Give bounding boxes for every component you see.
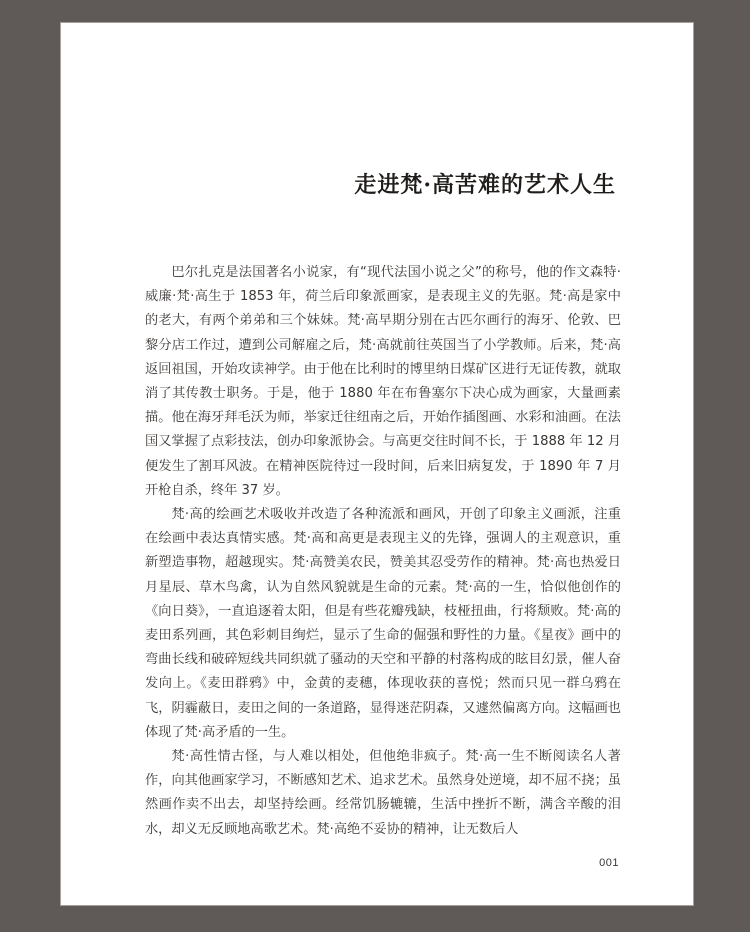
paragraph: 巴尔扎克是法国著名小说家，有“现代法国小说之父”的称号，他的作文森特·威廉·梵·高生于 1853 年，荷兰后印象派画家，是表现主义的先驱。梵·高是家中的老大，有两个弟弟和三个妹妹。梵·高早期分别在古匹尔画行的海牙、伦敦、巴黎分店工作过，遭到公司解雇之后，梵·高就前往英国当了小学教师。后来，梵·高返回祖国，开始攻读神学。由于他在比利时的博里纳日煤矿区进行无证传教，就取消了其传教士职务。于是，他于 1880 年在布鲁塞尔下决心成为画家，大量画素描。他在海牙拜毛沃为师，举家迁往纽南之后，开始作插图画、水彩和油画。在法国又掌握了点彩技法，创办印象派协会。与高更交往时间不长，于 1888 年 12 月便发生了割耳风波。在精神医院待过一段时间，后来旧病复发，于 1890 年 7 月开枪自杀，终年 37 岁。 [145,265,621,498]
paragraph: 梵·高的绘画艺术吸收并改造了各种流派和画风，开创了印象主义画派，注重在绘画中表达真情实感。梵·高和高更是表现主义的先锋，强调人的主观意识，重新塑造事物，超越现实。梵·高赞美农民，赞美其忍受劳作的精神。梵·高也热爱日月星辰、草木鸟禽，认为自然风貌就是生命的元素。梵·高的一生，恰似他创作的《向日葵》，一直追逐着太阳，但是有些花瓣残缺，枝桠扭曲，行将颓败。梵·高的麦田系列画，其色彩刺目绚烂，显示了生命的倔强和野性的力量。《星夜》画中的弯曲长线和破碎短线共同织就了骚动的天空和平静的村落构成的眩目幻景，催人奋发向上。《麦田群鸦》中，金黄的麦穗，体现收获的喜悦；然而只见一群乌鸦在飞，阴霾蔽日，麦田之间的一条道路，显得迷茫阴森，又遽然偏离方向。这幅画也体现了梵·高矛盾的一生。 [145,507,621,740]
page-number: 001 [599,857,619,869]
paragraph: 梵·高性情古怪，与人难以相处，但他绝非疯子。梵·高一生不断阅读名人著作，向其他画家学习，不断感知艺术、追求艺术。虽然身处逆境，却不屈不挠；虽然画作卖不出去，却坚持绘画。经常饥肠辘辘，生活中挫折不断，满含辛酸的泪水，却义无反顾地高歌艺术。梵·高绝不妥协的精神，让无数后人 [145,749,621,837]
body-text [145,261,621,842]
chapter-title: 走进梵·高苦难的艺术人生 [354,172,616,198]
book-page [61,23,693,905]
